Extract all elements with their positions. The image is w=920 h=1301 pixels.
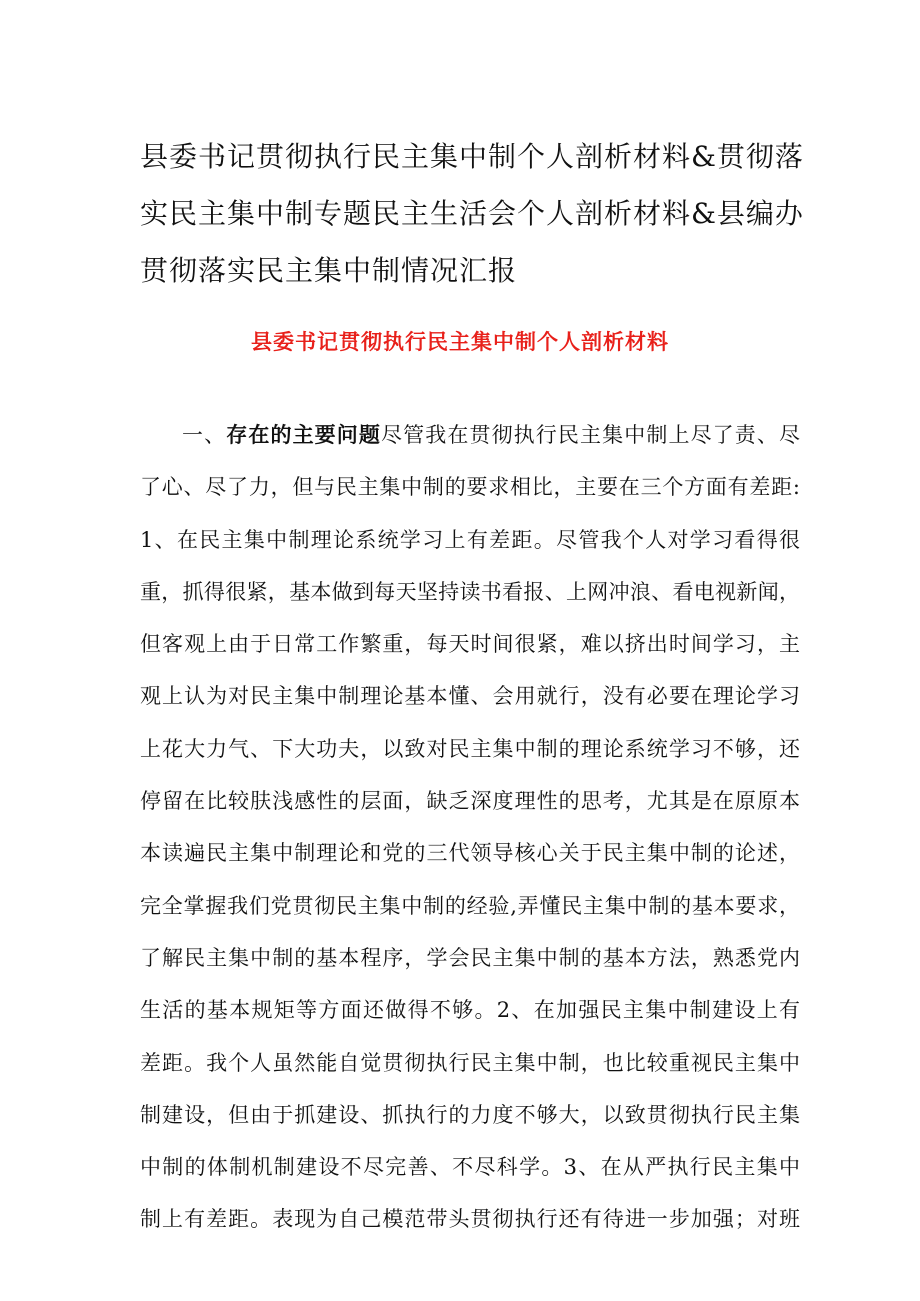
document-title [140,128,804,299]
paragraph-first-line [140,409,800,461]
title-line: 实民主集中制专题民主生活会个人剖析材料&县编办 [140,197,804,230]
paragraph-line: 差距。我个人虽然能自觉贯彻执行民主集中制，也比较重视民主集中 [140,1050,800,1075]
paragraph-line: 上花大力气、下大功夫，以致对民主集中制的理论系统学习不够，还 [140,736,800,761]
paragraph-line: 本读遍民主集中制理论和党的三代领导核心关于民主集中制的论述， [140,841,800,866]
paragraph-line: 中制的体制机制建设不尽完善、不尽科学。3、在从严执行民主集中 [140,1155,800,1180]
first-line-text: 尽管我在贯彻执行民主集中制上尽了责、尽 [381,423,801,447]
paragraph-line: 了解民主集中制的基本程序，学会民主集中制的基本方法，熟悉党内 [140,945,800,970]
section-number: 一、 [182,423,227,447]
paragraph-line: 1、在民主集中制理论系统学习上有差距。尽管我个人对学习看得很 [140,527,800,552]
section-title: 县委书记贯彻执行民主集中制个人剖析材料 [251,329,669,354]
paragraph-line: 重，抓得很紧，基本做到每天坚持读书看报、上网冲浪、看电视新闻， [140,579,800,604]
paragraph-line: 观上认为对民主集中制理论基本懂、会用就行，没有必要在理论学习 [140,684,800,709]
title-line: 县委书记贯彻执行民主集中制个人剖析材料&贯彻落 [140,140,804,173]
paragraph-line: 生活的基本规矩等方面还做得不够。2、在加强民主集中制建设上有 [140,998,800,1023]
title-line: 贯彻落实民主集中制情况汇报 [140,254,518,287]
paragraph-line: 停留在比较肤浅感性的层面，缺乏深度理性的思考，尤其是在原原本 [140,789,800,814]
paragraph-line: 完全掌握我们党贯彻民主集中制的经验,弄懂民主集中制的基本要求， [140,893,800,918]
body-paragraph [140,409,800,1246]
emphasized-heading: 存在的主要问题 [226,422,382,447]
paragraph-line: 制建设，但由于抓建设、抓执行的力度不够大，以致贯彻执行民主集 [140,1102,800,1127]
paragraph-line: 制上有差距。表现为自己模范带头贯彻执行还有待进一步加强；对班 [140,1207,800,1232]
paragraph-line: 但客观上由于日常工作繁重，每天时间很紧，难以挤出时间学习，主 [140,632,800,657]
paragraph-line: 了心、尽了力，但与民主集中制的要求相比，主要在三个方面有差距: [140,475,800,500]
